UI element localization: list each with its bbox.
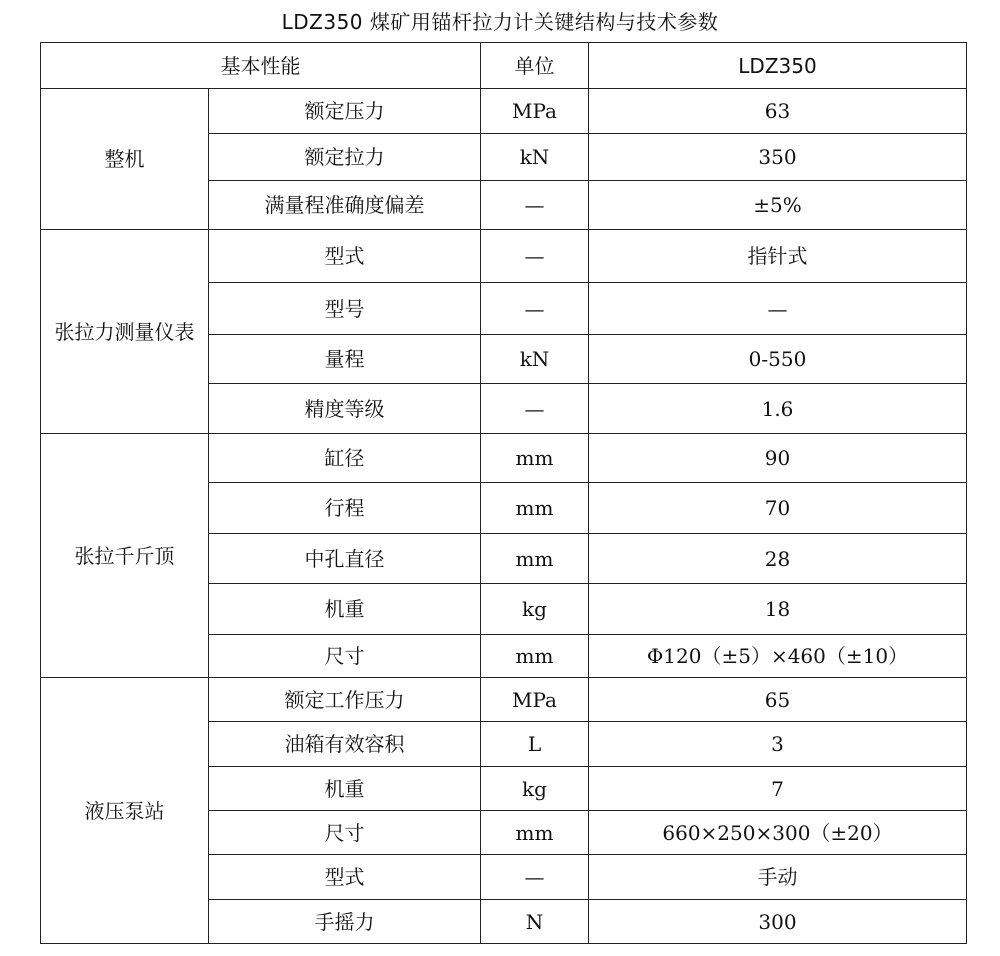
unit-cell: mm	[481, 811, 589, 855]
item-cell: 尺寸	[209, 811, 481, 855]
unit-cell: MPa	[481, 89, 589, 134]
unit-cell: L	[481, 722, 589, 767]
header-performance: 基本性能	[41, 43, 481, 89]
unit-cell: —	[481, 230, 589, 283]
value-cell: 350	[589, 134, 967, 181]
item-cell: 满量程准确度偏差	[209, 181, 481, 230]
header-unit: 单位	[481, 43, 589, 89]
item-cell: 型式	[209, 855, 481, 900]
header-row	[41, 43, 967, 89]
item-cell: 精度等级	[209, 384, 481, 434]
value-cell: 63	[589, 89, 967, 134]
item-cell: 量程	[209, 335, 481, 384]
header-model: LDZ350	[589, 43, 967, 89]
unit-cell: N	[481, 900, 589, 944]
unit-cell: —	[481, 855, 589, 900]
value-cell: Φ120（±5）×460（±10）	[589, 635, 967, 678]
value-cell: 手动	[589, 855, 967, 900]
value-cell: 0-550	[589, 335, 967, 384]
item-cell: 缸径	[209, 434, 481, 483]
value-cell: ±5%	[589, 181, 967, 230]
table-row	[41, 89, 967, 134]
value-cell: 3	[589, 722, 967, 767]
group-name: 整机	[41, 89, 209, 230]
value-cell: 28	[589, 534, 967, 584]
item-cell: 额定拉力	[209, 134, 481, 181]
unit-cell: —	[481, 384, 589, 434]
unit-cell: mm	[481, 483, 589, 534]
item-cell: 机重	[209, 584, 481, 635]
unit-cell: mm	[481, 534, 589, 584]
value-cell: 18	[589, 584, 967, 635]
unit-cell: —	[481, 181, 589, 230]
group-name: 张拉千斤顶	[41, 434, 209, 678]
item-cell: 型式	[209, 230, 481, 283]
table-row	[41, 434, 967, 483]
unit-cell: kg	[481, 767, 589, 811]
value-cell: 指针式	[589, 230, 967, 283]
value-cell: 300	[589, 900, 967, 944]
value-cell: 70	[589, 483, 967, 534]
table-row	[41, 230, 967, 283]
unit-cell: mm	[481, 635, 589, 678]
item-cell: 机重	[209, 767, 481, 811]
value-cell: 660×250×300（±20）	[589, 811, 967, 855]
group-name: 张拉力测量仪表	[41, 230, 209, 434]
spec-table	[40, 42, 967, 944]
value-cell: —	[589, 283, 967, 335]
unit-cell: kg	[481, 584, 589, 635]
unit-cell: mm	[481, 434, 589, 483]
unit-cell: kN	[481, 335, 589, 384]
item-cell: 额定工作压力	[209, 678, 481, 722]
unit-cell: MPa	[481, 678, 589, 722]
item-cell: 型号	[209, 283, 481, 335]
table-row	[41, 678, 967, 722]
item-cell: 额定压力	[209, 89, 481, 134]
value-cell: 7	[589, 767, 967, 811]
item-cell: 手摇力	[209, 900, 481, 944]
item-cell: 行程	[209, 483, 481, 534]
item-cell: 中孔直径	[209, 534, 481, 584]
unit-cell: kN	[481, 134, 589, 181]
value-cell: 1.6	[589, 384, 967, 434]
unit-cell: —	[481, 283, 589, 335]
item-cell: 油箱有效容积	[209, 722, 481, 767]
value-cell: 65	[589, 678, 967, 722]
group-name: 液压泵站	[41, 678, 209, 944]
item-cell: 尺寸	[209, 635, 481, 678]
value-cell: 90	[589, 434, 967, 483]
page-title: LDZ350 煤矿用锚杆拉力计关键结构与技术参数	[281, 10, 719, 34]
